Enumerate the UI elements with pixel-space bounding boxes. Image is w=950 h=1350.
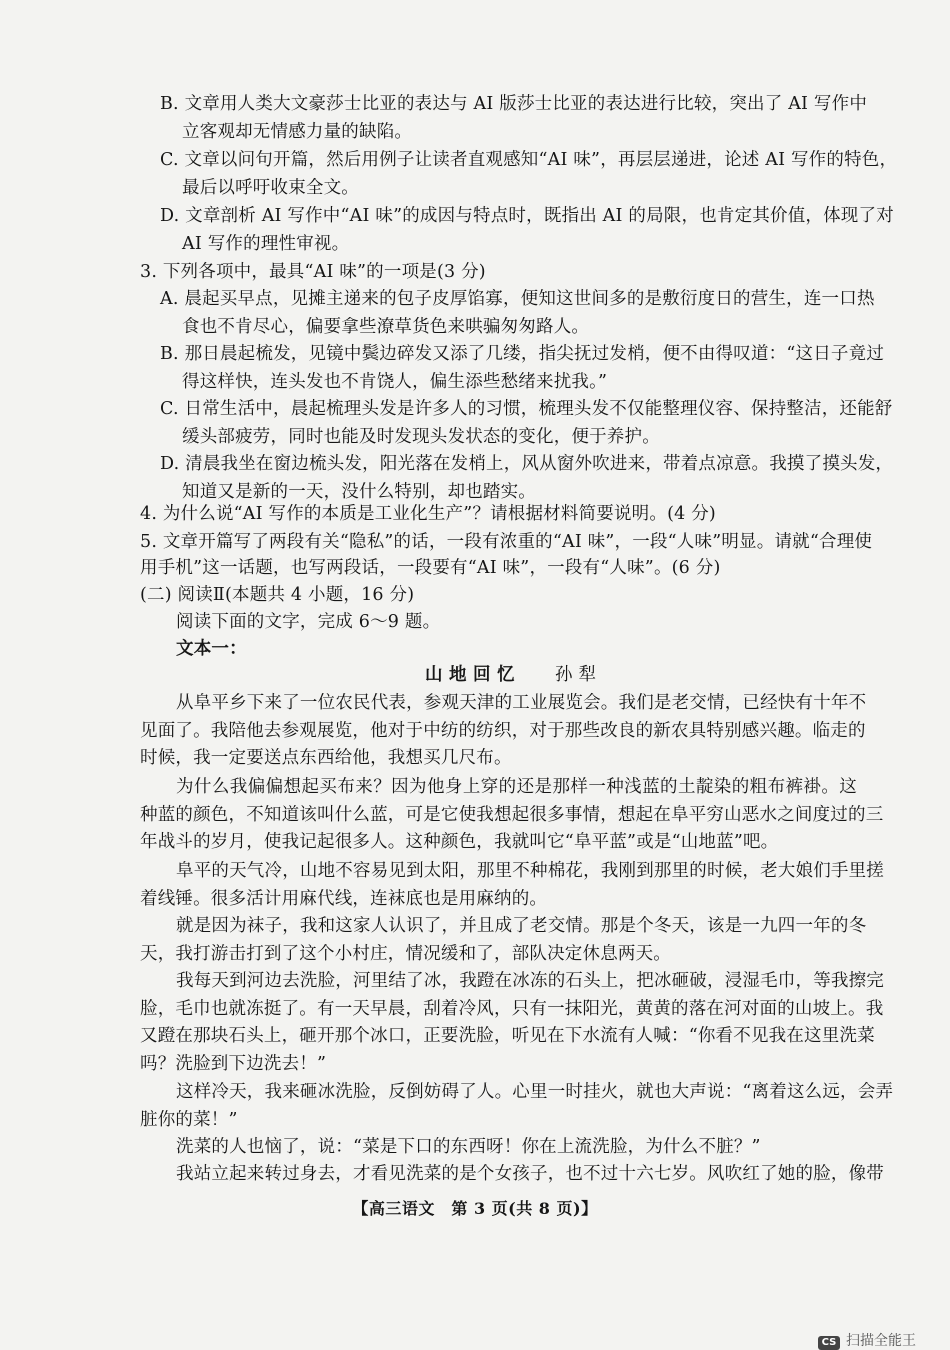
- article-line: 天，我打游击打到了这个小村庄，情况缓和了，部队决定休息两天。: [140, 943, 671, 964]
- article-line: 我站立起来转过身去，才看见洗菜的是个女孩子，也不过十六七岁。风吹红了她的脸，像带: [176, 1164, 884, 1184]
- q2-option-line: C. 文章以问句开篇，然后用例子让读者直观感知“AI 味”，再层层递进，论述 AI 写作的特色，: [160, 150, 898, 170]
- q2-option-line: 最后以呼吁收束全文。: [182, 178, 359, 198]
- article-line: 又蹬在那块石头上，砸开那个冰口，正要洗脸，听见在下水流有人喊：“你看不见我在这里洗菜: [140, 1026, 875, 1046]
- section-heading: (二) 阅读Ⅱ(本题共 4 小题，16 分): [140, 585, 415, 605]
- question-5-line: 用手机”这一话题，也写两段话，一段要有“AI 味”，一段有“人味”。(6 分): [140, 558, 721, 578]
- article-line: 脏你的菜！”: [140, 1109, 238, 1130]
- q2-option-line: 立客观却无情感力量的缺陷。: [182, 122, 413, 142]
- question-5-line: 5. 文章开篇写了两段有关“隐私”的话，一段有浓重的“AI 味”，一段“人味”明显。请就“合理使: [140, 532, 873, 552]
- q3-option-line: 得这样快，连头发也不肯饶人，偏生添些愁绪来扰我。”: [182, 372, 608, 392]
- article-title: 山 地 回 忆: [425, 665, 515, 685]
- page-footer: 【高三语文 第 3 页(共 8 页)】: [352, 1199, 598, 1218]
- article-line: 我每天到河边去洗脸，河里结了冰，我蹬在冰冻的石头上，把冰砸破，浸湿毛巾，等我擦完: [176, 971, 884, 991]
- article-line: 吗？洗脸到下边洗去！”: [140, 1053, 327, 1074]
- q2-option-line: AI 写作的理性审视。: [182, 234, 350, 254]
- question-3-stem: 3. 下列各项中，最具“AI 味”的一项是(3 分): [140, 262, 486, 282]
- article-line: 种蓝的颜色，不知道该叫什么蓝，可是它使我想起很多事情，想起在阜平穷山恶水之间度过的三: [140, 804, 884, 825]
- section-instruction: 阅读下面的文字，完成 6～9 题。: [176, 612, 441, 632]
- article-line: 为什么我偏偏想起买布来？因为他身上穿的还是那样一种浅蓝的土靛染的粗布裤褂。这: [176, 777, 857, 797]
- scanner-logo-icon: CS: [818, 1336, 840, 1350]
- q3-option-line: C. 日常生活中，晨起梳理头发是许多人的习惯，梳理头发不仅能整理仪容、保持整洁，还能舒: [160, 399, 893, 419]
- q3-option-line: 知道又是新的一天，没什么特别，却也踏实。: [182, 482, 536, 502]
- article-line: 阜平的天气冷，山地不容易见到太阳，那里不种棉花，我刚到那里的时候，老大娘们手里搓: [176, 861, 884, 881]
- article-line: 脸，毛巾也就冻挺了。有一天早晨，刮着冷风，只有一抹阳光，黄黄的落在河对面的山坡上。我: [140, 998, 884, 1019]
- question-4: 4. 为什么说“AI 写作的本质是工业化生产”？请根据材料简要说明。(4 分): [140, 504, 716, 524]
- q3-option-line: D. 清晨我坐在窗边梳头发，阳光落在发梢上，风从窗外吹进来，带着点凉意。我摸了摸头发，: [160, 454, 894, 474]
- article-line: 从阜平乡下来了一位农民代表，参观天津的工业展览会。我们是老交情，已经快有十年不: [176, 693, 867, 713]
- scanner-watermark: [818, 1320, 916, 1350]
- q2-option-line: B. 文章用人类大文豪莎士比亚的表达与 AI 版莎士比亚的表达进行比较，突出了 AI 写作中: [160, 94, 868, 114]
- article-line: 见面了。我陪他去参观展览，他对于中纺的纺织，对于那些改良的新农具特别感兴趣。临走的: [140, 720, 866, 741]
- q3-option-line: B. 那日晨起梳发，见镜中鬓边碎发又添了几缕，指尖抚过发梢，便不由得叹道：“这日子竟过: [160, 344, 885, 364]
- article-line: 洗菜的人也恼了，说：“菜是下口的东西呀！你在上流洗脸，为什么不脏？”: [176, 1137, 761, 1157]
- article-line: 年战斗的岁月，使我记起很多人。这种颜色，我就叫它“阜平蓝”或是“山地蓝”吧。: [140, 832, 779, 852]
- text-label: 文本一：: [176, 639, 247, 659]
- article-line: 着线锤。很多活计用麻代线，连袜底也是用麻纳的。: [140, 888, 548, 909]
- q3-option-line: A. 晨起买早点，见摊主递来的包子皮厚馅寡，便知这世间多的是敷衍度日的营生，连一口热: [160, 289, 875, 309]
- article-author: 孙 犁: [555, 665, 597, 685]
- watermark-text: 扫描全能王: [846, 1333, 916, 1349]
- article-line: 这样冷天，我来砸冰洗脸，反倒妨碍了人。心里一时挂火，就也大声说：“离着这么远，会弄: [176, 1082, 894, 1102]
- q3-option-line: 食也不肯尽心，偏要拿些潦草货色来哄骗匆匆路人。: [182, 317, 590, 337]
- q3-option-line: 缓头部疲劳，同时也能及时发现头发状态的变化，便于养护。: [182, 427, 660, 447]
- article-line: 时候，我一定要送点东西给他，我想买几尺布。: [140, 748, 512, 768]
- article-line: 就是因为袜子，我和这家人认识了，并且成了老交情。那是个冬天，该是一九四一年的冬: [176, 916, 867, 936]
- q2-option-line: D. 文章剖析 AI 写作中“AI 味”的成因与特点时，既指出 AI 的局限，也肯定其价值，体现了对: [160, 206, 894, 226]
